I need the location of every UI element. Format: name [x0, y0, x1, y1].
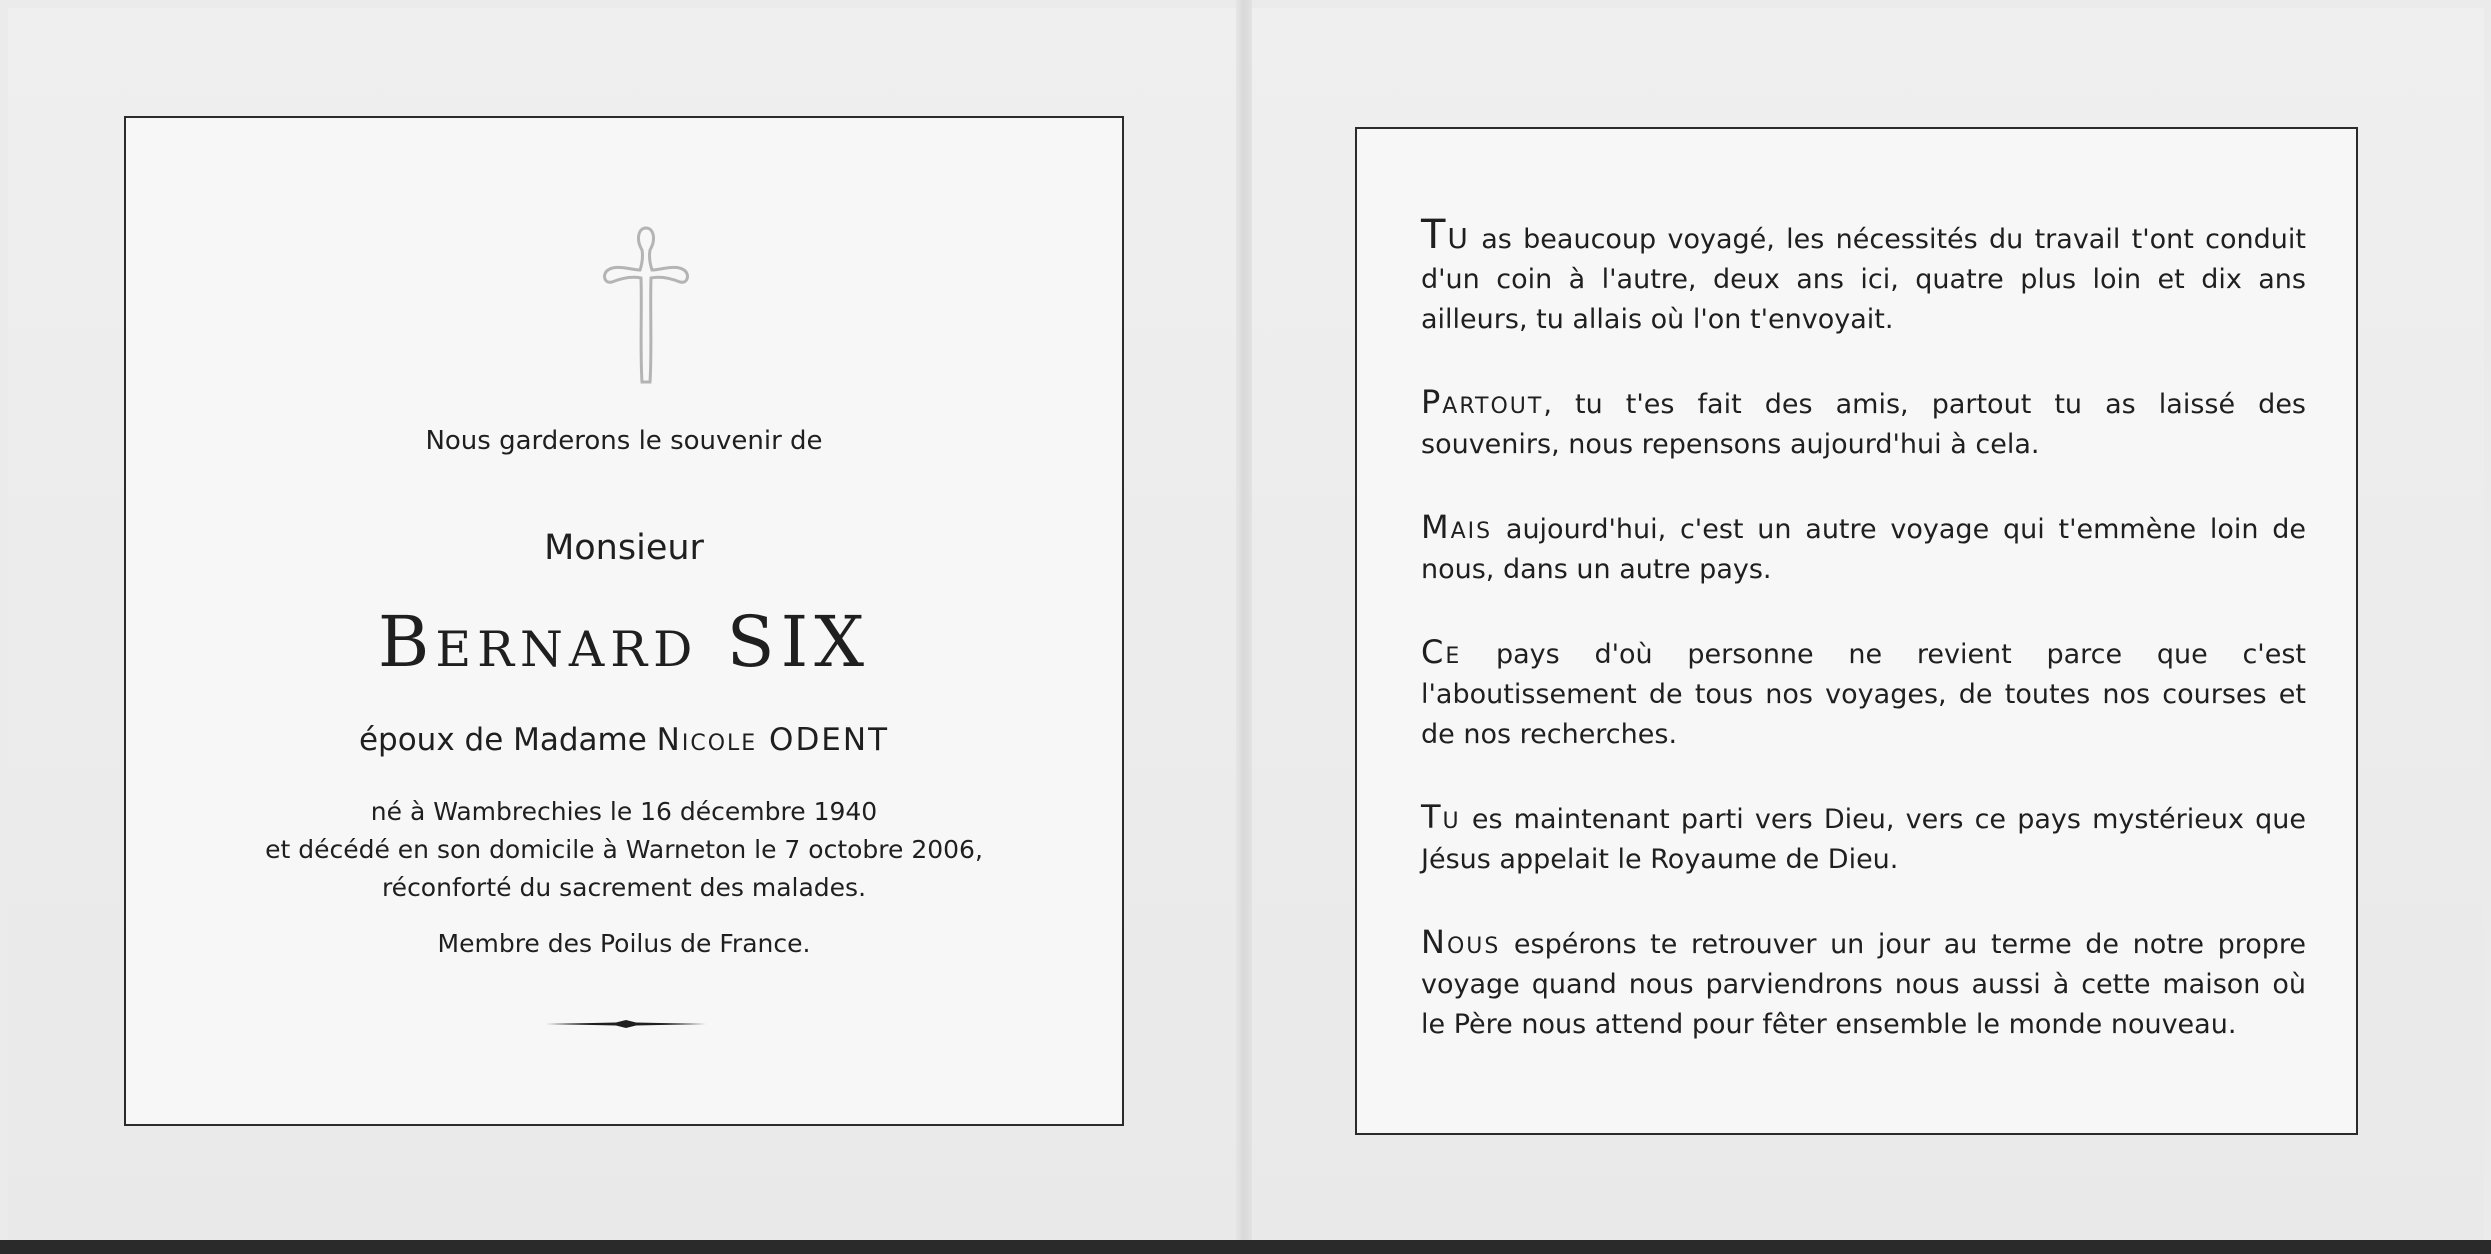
stanza [1421, 922, 2306, 1045]
stanza-body: espérons te retrouver un jour au terme de notre propre voyage quand nous parviendrons nous aussi à cette maison où le Père nous attend pour fêter ensemble le monde nouveau. [1421, 929, 2306, 1040]
deceased-name: Bernard SIX [377, 601, 871, 683]
stanza-body: as beaucoup voyagé, les nécessités du travail t'ont conduit d'un coin à l'autre, deux ans ici, quatre plus loin et dix ans ailleurs, tu allais où l'on t'envoyait. [1421, 224, 2306, 335]
stanza-lead: Nous [1421, 923, 1501, 961]
life-details [126, 793, 1122, 907]
intro-text: Nous garderons le souvenir de [425, 426, 823, 456]
embossed-cross-icon [596, 220, 696, 390]
death-line: et décédé en son domicile à Warneton le 7 octobre 2006, [265, 835, 983, 864]
membership-line: Membre des Poilus de France. [437, 929, 811, 958]
poem-panel [1355, 127, 2358, 1135]
stanza [1421, 797, 2306, 880]
spouse-prefix: époux de Madame [358, 722, 647, 758]
stanza-body: es maintenant parti vers Dieu, vers ce pays mystérieux que Jésus appelait le Royaume de Dieu. [1421, 804, 2306, 875]
honorific: Monsieur [544, 528, 704, 568]
stanza [1421, 507, 2306, 590]
spouse-name: Nicole ODENT [656, 722, 890, 758]
poem-text [1421, 212, 2306, 1087]
divider-ornament-icon [546, 1018, 706, 1030]
stanza-body: aujourd'hui, c'est un autre voyage qui t'emmène loin de nous, dans un autre pays. [1421, 514, 2306, 585]
sacrament-line: réconforté du sacrement des malades. [381, 873, 867, 902]
stanza-lead: Tu [1421, 212, 1470, 258]
spouse-line [126, 722, 1122, 758]
card-fold [1236, 0, 1252, 1254]
stanza [1421, 632, 2306, 755]
stanza-body: , tu t'es fait des amis, partout tu as laissé des souvenirs, nous repensons aujourd'hui à cela. [1421, 389, 2306, 460]
scan-bottom-edge [0, 1240, 2491, 1254]
stanza-body: pays d'où personne ne revient parce que c'est l'aboutissement de tous nos voyages, de toutes nos courses et de nos recherches. [1421, 639, 2306, 750]
stanza-lead: Tu [1421, 798, 1461, 836]
birth-line: né à Wambrechies le 16 décembre 1940 [370, 797, 878, 826]
stanza-lead: Mais [1421, 508, 1493, 546]
memorial-panel [124, 116, 1124, 1126]
stanza-lead: Partout [1421, 383, 1544, 421]
stanza-lead: Ce [1421, 633, 1462, 671]
stanza [1421, 382, 2306, 465]
stanza [1421, 212, 2306, 340]
